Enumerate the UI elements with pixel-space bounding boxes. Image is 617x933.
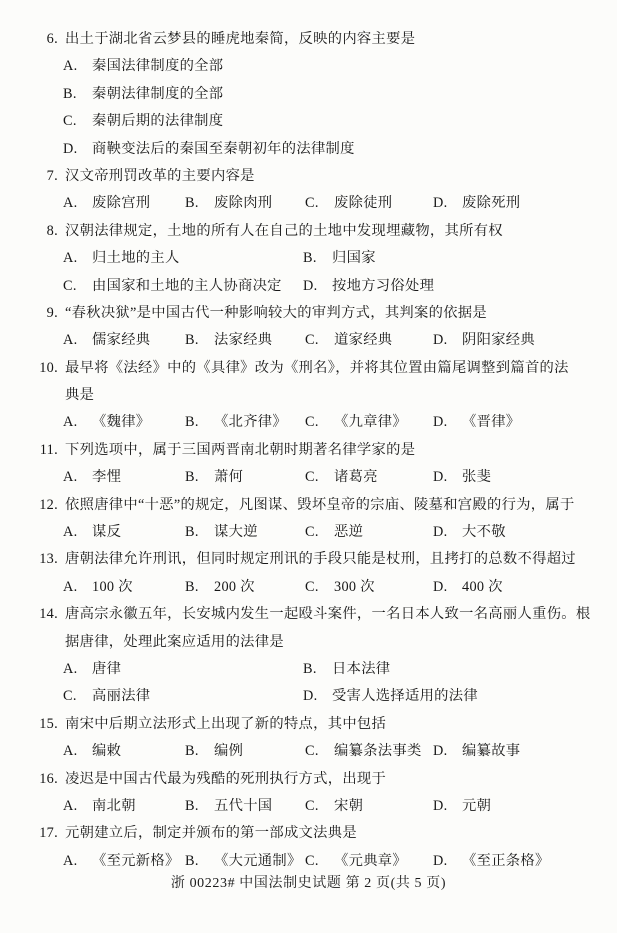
option-text: 200 次 xyxy=(214,578,255,595)
option-label: D. xyxy=(303,688,318,705)
option-A xyxy=(63,245,303,272)
option-A xyxy=(63,190,185,217)
question-16 xyxy=(35,766,603,821)
option-text: 《至元新格》 xyxy=(92,852,180,869)
options-row xyxy=(63,656,603,683)
option-B xyxy=(303,245,603,272)
option-D xyxy=(433,190,603,217)
option-label: C. xyxy=(63,277,77,294)
option-label: B. xyxy=(185,414,199,431)
question-12 xyxy=(35,492,603,547)
options-row xyxy=(63,574,603,601)
question-7 xyxy=(35,163,603,218)
options-row xyxy=(63,464,603,491)
question-stem-text xyxy=(65,355,603,410)
question-stem-text xyxy=(65,711,603,738)
question-stem-line: 元朝建立后，制定并颁布的第一部成文法典是 xyxy=(65,825,357,842)
option-label: D. xyxy=(303,277,318,294)
question-14 xyxy=(35,601,603,711)
option-label: C. xyxy=(63,688,77,705)
option-label: C. xyxy=(305,852,319,869)
option-text: 大不敬 xyxy=(462,524,506,541)
option-text: 400 次 xyxy=(462,578,503,595)
option-label: A. xyxy=(63,660,78,677)
option-label: D. xyxy=(433,469,448,486)
option-label: D. xyxy=(433,743,448,760)
option-label: C. xyxy=(305,524,319,541)
option-label: C. xyxy=(305,797,319,814)
option-label: B. xyxy=(185,332,199,349)
option-text: 废除徒刑 xyxy=(334,195,393,212)
option-text: 受害人选择适用的法律 xyxy=(332,688,478,705)
question-stem-line: 依照唐律中“十恶”的规定，凡图谋、毁坏皇帝的宗庙、陵墓和宫殿的行为，属于 xyxy=(65,496,575,513)
option-label: B. xyxy=(303,250,317,267)
option-A xyxy=(63,738,185,765)
question-stem-line: 最早将《法经》中的《具律》改为《刑名》，并将其位置由篇尾调整到篇首的法 xyxy=(65,359,569,376)
question-15 xyxy=(35,711,603,766)
option-text: 编纂故事 xyxy=(462,743,521,760)
option-B xyxy=(185,190,305,217)
question-stem xyxy=(35,546,603,573)
question-number: 13. xyxy=(39,551,58,568)
option-label: D. xyxy=(433,524,448,541)
option-C xyxy=(63,113,223,129)
option-label: C. xyxy=(305,469,319,486)
option-label: D. xyxy=(433,195,448,212)
option-A xyxy=(63,793,185,820)
question-stem-text xyxy=(65,26,603,53)
question-stem xyxy=(35,163,603,190)
option-text: 宋朝 xyxy=(334,797,364,814)
options-row xyxy=(63,245,603,272)
option-A xyxy=(63,327,185,354)
option-C xyxy=(305,409,433,436)
question-stem-text xyxy=(65,820,603,847)
question-number: 16. xyxy=(39,770,58,787)
option-text: 《元典章》 xyxy=(334,852,407,869)
option-C xyxy=(305,738,433,765)
option-text: 由国家和土地的主人协商决定 xyxy=(92,277,282,294)
question-number: 17. xyxy=(39,825,58,842)
question-stem-text xyxy=(65,492,603,519)
option-text: 废除肉刑 xyxy=(214,195,273,212)
question-stem-line: 下列选项中，属于三国两晋南北朝时期著名律学家的是 xyxy=(65,441,416,458)
options-row xyxy=(63,409,603,436)
option-label: C. xyxy=(305,414,319,431)
option-text: 废除死刑 xyxy=(462,195,521,212)
option-D xyxy=(433,327,603,354)
option-label: A. xyxy=(63,195,78,212)
question-8 xyxy=(35,218,603,300)
option-text: 《魏律》 xyxy=(92,414,151,431)
question-stem xyxy=(35,820,603,847)
option-label: A. xyxy=(63,797,78,814)
option-C xyxy=(305,190,433,217)
option-text: 日本法律 xyxy=(332,660,391,677)
option-text: 商鞅变法后的秦国至秦朝初年的法律制度 xyxy=(92,140,355,157)
option-text: 按地方习俗处理 xyxy=(332,277,435,294)
option-label: A. xyxy=(63,743,78,760)
option-text: 归土地的主人 xyxy=(92,250,180,267)
option-text: 南北朝 xyxy=(92,797,136,814)
option-D xyxy=(303,683,603,710)
option-C xyxy=(305,327,433,354)
question-stem xyxy=(35,766,603,793)
question-stem xyxy=(35,218,603,245)
question-stem-line: 汉朝法律规定，土地的所有人在自己的土地中发现埋藏物，其所有权 xyxy=(65,222,503,239)
option-label: A. xyxy=(63,469,78,486)
option-D xyxy=(433,409,603,436)
question-17 xyxy=(35,820,603,875)
option-label: A. xyxy=(63,58,78,75)
option-label: D. xyxy=(433,578,448,595)
option-text: 编例 xyxy=(214,743,244,760)
option-label: C. xyxy=(305,578,319,595)
option-text: 元朝 xyxy=(462,797,492,814)
option-label: D. xyxy=(433,414,448,431)
question-stem xyxy=(35,711,603,738)
option-text: 诸葛亮 xyxy=(334,469,378,486)
option-text: 儒家经典 xyxy=(92,332,151,349)
options-row xyxy=(63,793,603,820)
option-label: B. xyxy=(185,797,199,814)
question-stem-text xyxy=(65,766,603,793)
question-stem-line: 凌迟是中国古代最为残酷的死刑执行方式，出现于 xyxy=(65,770,387,787)
option-D xyxy=(63,141,355,157)
option-label: A. xyxy=(63,524,78,541)
question-number: 6. xyxy=(46,31,58,47)
option-text: 五代十国 xyxy=(214,797,273,814)
option-label: B. xyxy=(63,85,77,102)
option-C xyxy=(63,683,303,710)
question-stem-line: 唐高宗永徽五年，长安城内发生一起殴斗案件，一名日本人致一名高丽人重伤。根 xyxy=(65,606,591,623)
question-stem-text xyxy=(65,300,603,327)
options-row xyxy=(63,190,603,217)
page-footer: 浙 00223# 中国法制史试题 第 2 页(共 5 页) xyxy=(170,876,447,891)
question-stem-text xyxy=(65,218,603,245)
option-text: 法家经典 xyxy=(214,332,273,349)
question-number: 11. xyxy=(39,441,58,458)
question-stem-text xyxy=(65,437,603,464)
option-text: 恶逆 xyxy=(334,524,364,541)
question-stem-line: 南宋中后期立法形式上出现了新的特点，其中包括 xyxy=(65,715,387,732)
option-B xyxy=(185,327,305,354)
option-label: A. xyxy=(63,332,78,349)
option-A xyxy=(63,656,303,683)
question-number: 9. xyxy=(46,304,58,321)
option-text: 李悝 xyxy=(92,469,122,486)
option-text: 秦朝后期的法律制度 xyxy=(92,113,224,130)
option-label: B. xyxy=(185,743,199,760)
question-number: 14. xyxy=(39,606,58,623)
options-row xyxy=(63,738,603,765)
question-stem-line: 据唐律，处理此案应适用的法律是 xyxy=(65,633,284,650)
question-stem-line: 出土于湖北省云梦县的睡虎地秦简，反映的内容主要是 xyxy=(65,31,416,47)
question-stem-line: “春秋决狱”是中国古代一种影响较大的审判方式，其判案的依据是 xyxy=(65,304,488,321)
option-D xyxy=(303,273,603,300)
option-label: D. xyxy=(433,797,448,814)
question-number: 8. xyxy=(46,222,58,239)
option-label: B. xyxy=(185,195,199,212)
option-D xyxy=(433,464,603,491)
question-13 xyxy=(35,546,603,601)
option-label: B. xyxy=(185,852,199,869)
options-row xyxy=(63,327,603,354)
option-label: A. xyxy=(63,250,78,267)
option-label: D. xyxy=(433,852,448,869)
options-row xyxy=(63,108,603,135)
option-D xyxy=(433,574,603,601)
question-number: 7. xyxy=(46,167,58,184)
option-label: B. xyxy=(185,469,199,486)
option-B xyxy=(185,738,305,765)
option-B xyxy=(185,574,305,601)
option-label: C. xyxy=(305,332,319,349)
option-C xyxy=(305,519,433,546)
option-label: B. xyxy=(185,578,199,595)
option-text: 高丽法律 xyxy=(92,688,151,705)
option-text: 秦国法律制度的全部 xyxy=(92,58,224,75)
option-label: C. xyxy=(305,743,319,760)
option-text: 《晋律》 xyxy=(462,414,521,431)
option-text: 秦朝法律制度的全部 xyxy=(92,85,224,102)
option-label: A. xyxy=(63,578,78,595)
option-text: 张斐 xyxy=(462,469,492,486)
option-A xyxy=(63,464,185,491)
option-D xyxy=(433,738,603,765)
question-stem-line: 典是 xyxy=(65,387,95,404)
option-label: C. xyxy=(63,113,77,130)
option-text: 《至正条格》 xyxy=(462,852,550,869)
option-text: 《大元通制》 xyxy=(214,852,302,869)
option-C xyxy=(305,793,433,820)
option-text: 《北齐律》 xyxy=(214,414,287,431)
option-B xyxy=(303,656,603,683)
question-stem-text xyxy=(65,163,603,190)
option-A xyxy=(63,519,185,546)
question-stem-text xyxy=(65,601,603,656)
option-text: 废除宫刑 xyxy=(92,195,151,212)
option-B xyxy=(185,409,305,436)
option-D xyxy=(433,793,603,820)
option-label: A. xyxy=(63,414,78,431)
option-A xyxy=(63,58,223,74)
options-row xyxy=(63,273,603,300)
question-6 xyxy=(35,26,603,163)
question-stem xyxy=(35,26,603,53)
option-label: A. xyxy=(63,852,78,869)
option-B xyxy=(185,793,305,820)
question-stem xyxy=(35,437,603,464)
option-A xyxy=(63,574,185,601)
question-stem xyxy=(35,492,603,519)
option-C xyxy=(305,464,433,491)
options-row xyxy=(63,81,603,108)
option-B xyxy=(185,464,305,491)
question-9 xyxy=(35,300,603,355)
option-label: B. xyxy=(185,524,199,541)
option-label: D. xyxy=(63,140,78,157)
question-10 xyxy=(35,355,603,437)
option-text: 100 次 xyxy=(92,578,133,595)
question-number: 10. xyxy=(39,359,58,376)
question-stem xyxy=(35,355,603,410)
option-C xyxy=(63,273,303,300)
option-text: 编敕 xyxy=(92,743,122,760)
question-stem-line: 汉文帝刑罚改革的主要内容是 xyxy=(65,167,255,184)
option-text: 道家经典 xyxy=(334,332,393,349)
question-stem xyxy=(35,601,603,656)
options-row xyxy=(63,683,603,710)
option-text: 谋大逆 xyxy=(214,524,258,541)
option-C xyxy=(305,574,433,601)
option-text: 300 次 xyxy=(334,578,375,595)
option-text: 归国家 xyxy=(332,250,376,267)
question-number: 15. xyxy=(39,715,58,732)
option-text: 《九章律》 xyxy=(334,414,407,431)
option-B xyxy=(63,86,223,102)
options-row xyxy=(63,136,603,163)
option-B xyxy=(185,519,305,546)
options-row xyxy=(63,519,603,546)
option-A xyxy=(63,409,185,436)
option-D xyxy=(433,519,603,546)
question-number: 12. xyxy=(39,496,58,513)
option-text: 阴阳家经典 xyxy=(462,332,535,349)
option-text: 谋反 xyxy=(92,524,122,541)
options-row xyxy=(63,53,603,80)
option-text: 萧何 xyxy=(214,469,244,486)
option-text: 唐律 xyxy=(92,660,122,677)
question-stem xyxy=(35,300,603,327)
question-stem-line: 唐朝法律允许刑讯，但同时规定刑讯的手段只能是杖刑，且拷打的总数不得超过 xyxy=(65,551,576,568)
option-text: 编纂条法事类 xyxy=(334,743,422,760)
option-label: C. xyxy=(305,195,319,212)
option-label: D. xyxy=(433,332,448,349)
option-label: B. xyxy=(303,660,317,677)
question-11 xyxy=(35,437,603,492)
question-stem-text xyxy=(65,546,603,573)
